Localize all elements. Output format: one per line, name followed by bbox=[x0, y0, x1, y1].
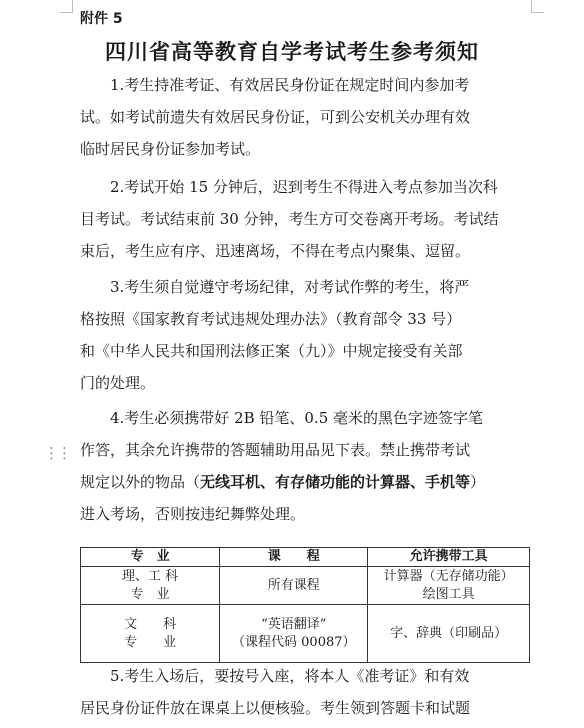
paragraph-line: 3.考生须自觉遵守考场纪律，对考试作弊的考生，将严 bbox=[110, 278, 470, 296]
table-header-row bbox=[81, 548, 530, 567]
page-corner-mark-left bbox=[60, 0, 73, 13]
cell-line: 字、辞典（印刷品） bbox=[390, 625, 508, 641]
cell-major bbox=[81, 567, 220, 605]
paragraph-line-with-emphasis bbox=[80, 466, 530, 498]
allowed-tools-table bbox=[80, 547, 530, 663]
paragraph-line: 4.考生必须携带好 2B 铅笔、0.5 毫米的黑色字迹签字笔 bbox=[110, 409, 484, 427]
paragraph-line: 作答，其余允许携带的答题辅助用品见下表。禁止携带考试 bbox=[80, 441, 471, 459]
header-course: 课 程 bbox=[220, 548, 368, 567]
header-major: 专 业 bbox=[81, 548, 220, 567]
table-row bbox=[81, 567, 530, 605]
paragraph-4 bbox=[80, 402, 530, 530]
paragraph-3 bbox=[80, 271, 530, 399]
paragraph-line: 居民身份证件放在课桌上以便核验。考生领到答题卡和试题 bbox=[80, 699, 471, 717]
paragraph-2 bbox=[80, 171, 530, 267]
cell-line: 专 业 bbox=[130, 586, 170, 602]
cell-major bbox=[81, 605, 220, 663]
prohibited-items-emphasis: 无线耳机、有存储功能的计算器、手机等 bbox=[200, 473, 471, 491]
line-text: 规定以外的物品（ bbox=[80, 473, 201, 491]
cell-line: “英语翻译” bbox=[261, 616, 327, 632]
cell-tools bbox=[368, 567, 530, 605]
paragraph-5 bbox=[80, 660, 530, 724]
table-row bbox=[81, 605, 530, 663]
cell-line: 所有课程 bbox=[267, 577, 320, 593]
cell-line: 专 业 bbox=[124, 634, 177, 650]
cell-line: （课程代码 00087） bbox=[232, 634, 356, 650]
paragraph-line: 5.考生入场后，要按号入座，将本人《准考证》和有效 bbox=[110, 667, 470, 685]
drag-handle-icon[interactable]: ⋮⋮ bbox=[44, 444, 70, 462]
attachment-label: 附件 5 bbox=[80, 11, 123, 27]
paragraph-line: 格按照《国家教育考试违规处理办法》（教育部令 33 号） bbox=[80, 310, 462, 328]
cell-line: 绘图工具 bbox=[422, 586, 475, 602]
cell-course bbox=[220, 605, 368, 663]
paragraph-1 bbox=[80, 69, 530, 165]
cell-line: 理、工 科 bbox=[122, 568, 179, 584]
line-text: ） bbox=[470, 473, 486, 491]
cell-line: 文 科 bbox=[124, 616, 177, 632]
cell-tools bbox=[368, 605, 530, 663]
document-title: 四川省高等教育自学考试考生参考须知 bbox=[105, 40, 479, 64]
cell-line: 计算器（无存储功能） bbox=[383, 568, 514, 584]
paragraph-line: 试。如考试前遗失有效居民身份证，可到公安机关办理有效 bbox=[80, 108, 471, 126]
paragraph-line: 门的处理。 bbox=[80, 374, 156, 392]
paragraph-line: 进入考场，否则按违纪舞弊处理。 bbox=[80, 505, 306, 523]
paragraph-line: 临时居民身份证参加考试。 bbox=[80, 140, 261, 158]
paragraph-line: 1.考生持准考证、有效居民身份证在规定时间内参加考 bbox=[110, 76, 470, 94]
paragraph-line: 目考试。考试结束前 30 分钟，考生方可交卷离开考场。考试结 bbox=[80, 210, 499, 228]
header-allowed-tools: 允许携带工具 bbox=[368, 548, 530, 567]
paragraph-line: 和《中华人民共和国刑法修正案（九）》中规定接受有关部 bbox=[80, 342, 463, 360]
page-corner-mark-right bbox=[531, 0, 544, 13]
paragraph-line: 2.考试开始 15 分钟后，迟到考生不得进入考点参加当次科 bbox=[110, 178, 498, 196]
paragraph-line: 束后，考生应有序、迅速离场，不得在考点内聚集、逗留。 bbox=[80, 242, 471, 260]
cell-course bbox=[220, 567, 368, 605]
